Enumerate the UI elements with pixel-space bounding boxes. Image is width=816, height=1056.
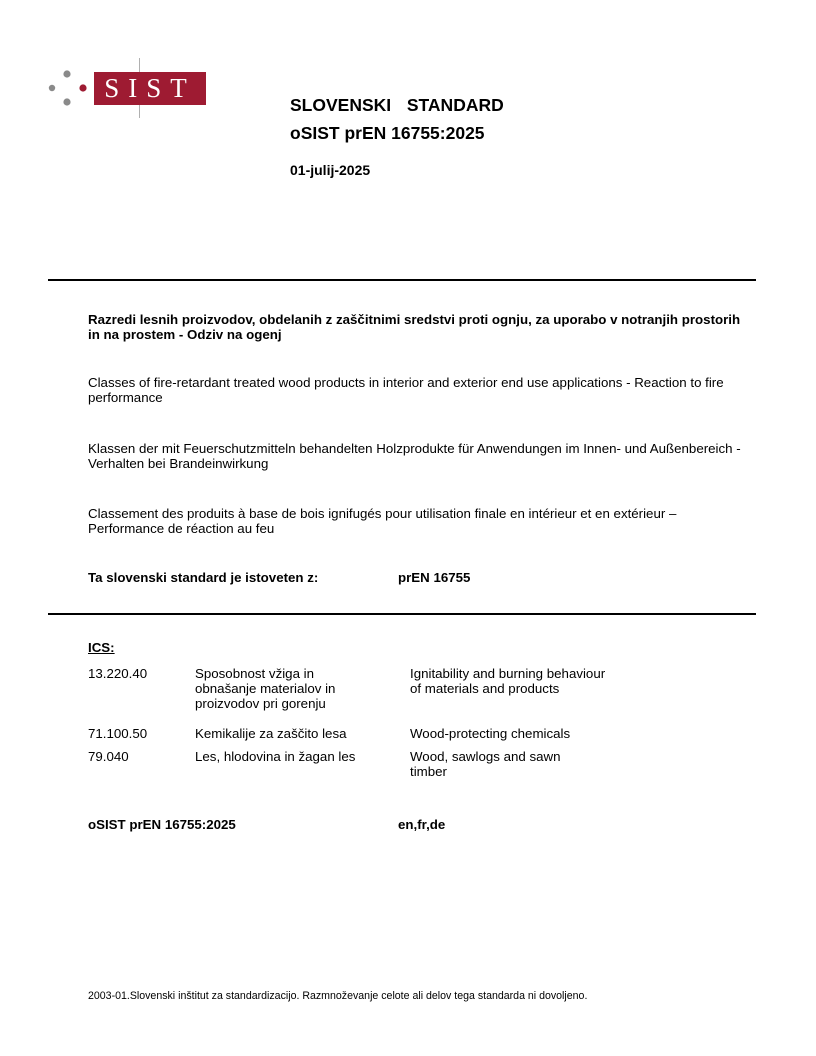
ics-description-en: Ignitability and burning behaviour of materials and products <box>410 666 606 696</box>
identical-value: prEN 16755 <box>398 570 471 585</box>
sist-logo: SIST <box>94 72 206 105</box>
standard-heading: SLOVENSKI STANDARD <box>290 95 504 115</box>
bottom-info <box>88 817 748 832</box>
ics-description-sl: Les, hlodovina in žagan les <box>195 749 356 764</box>
ics-code: 13.220.40 <box>88 666 148 681</box>
divider-bottom <box>48 613 756 615</box>
ics-code: 71.100.50 <box>88 726 148 741</box>
ics-description-sl: Sposobnost vžiga in obnašanje materialov in proizvodov pri gorenju <box>195 666 336 711</box>
languages: en,fr,de <box>398 817 446 832</box>
identical-statement <box>88 570 748 585</box>
logo-dots-icon <box>48 66 90 110</box>
divider-top <box>48 279 756 281</box>
ics-label: ICS: <box>88 640 115 655</box>
ics-description-en: Wood, sawlogs and sawn timber <box>410 749 561 779</box>
bottom-standard-code: oSIST prEN 16755:2025 <box>88 817 236 832</box>
identical-label: Ta slovenski standard je istoveten z: <box>88 570 319 585</box>
title-french: Classement des produits à base de bois ignifugés pour utilisation finale en intérieur et en extérieur – Performance de réaction au feu <box>88 506 677 536</box>
ics-description-sl: Kemikalije za zaščito lesa <box>195 726 347 741</box>
title-english: Classes of fire-retardant treated wood products in interior and exterior end use applications - Reaction to fire performance <box>88 375 724 405</box>
standard-code: oSIST prEN 16755:2025 <box>290 123 485 143</box>
copyright-footer: 2003-01.Slovenski inštitut za standardizacijo. Razmnoževanje celote ali delov tega standarda ni dovoljeno. <box>88 990 588 1002</box>
title-german: Klassen der mit Feuerschutzmitteln behandelten Holzprodukte für Anwendungen im Innen- und Außenbereich - Verhalten bei Brandeinwirkung <box>88 441 741 471</box>
publication-date: 01-julij-2025 <box>290 162 371 178</box>
title-slovenian: Razredi lesnih proizvodov, obdelanih z zaščitnimi sredstvi proti ognju, za uporabo v notranjih prostorih in na prostem - Odziv na ogenj <box>88 312 741 342</box>
ics-description-en: Wood-protecting chemicals <box>410 726 571 741</box>
ics-code: 79.040 <box>88 749 129 764</box>
